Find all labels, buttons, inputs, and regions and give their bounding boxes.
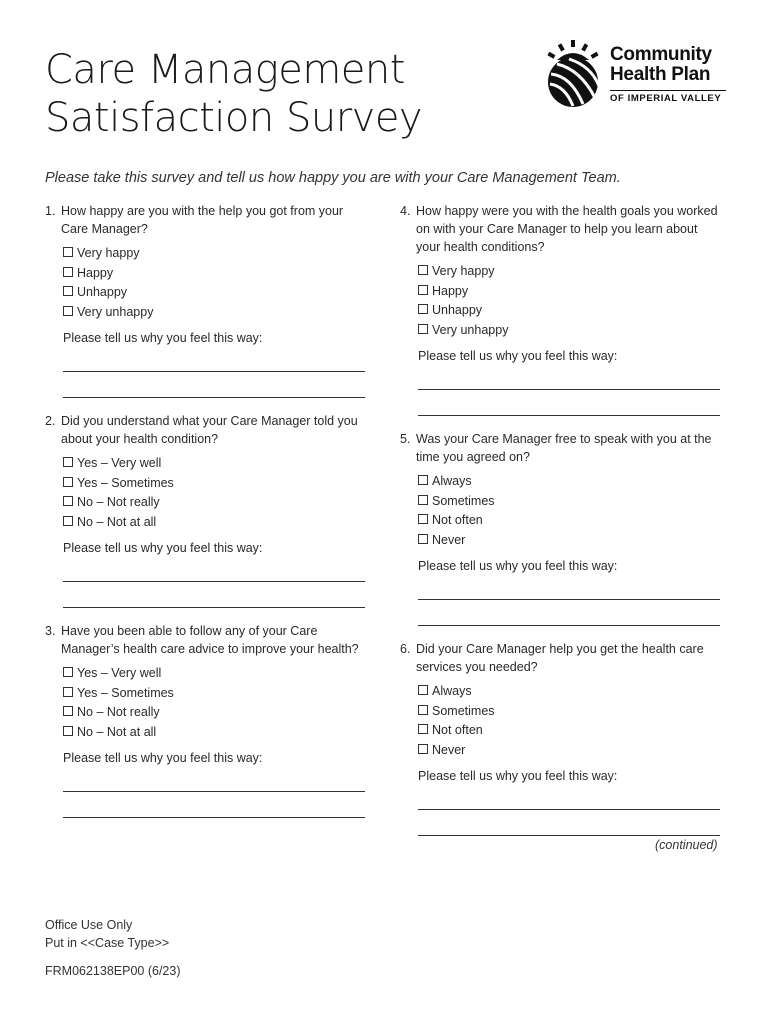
answer-line[interactable] [63,345,365,372]
option[interactable]: Happy [418,282,720,302]
office-use-label: Office Use Only [45,918,133,932]
checkbox[interactable] [418,475,428,485]
option[interactable]: Never [418,531,720,551]
options-list [63,664,365,742]
option[interactable]: Yes – Very well [63,454,365,474]
question-5 [400,430,720,626]
checkbox[interactable] [63,706,73,716]
form-code: FRM062138EP00 (6/23) [45,964,181,978]
checkbox[interactable] [418,534,428,544]
checkbox[interactable] [63,687,73,697]
page-title [45,46,422,142]
checkbox[interactable] [63,516,73,526]
question-1 [45,202,365,398]
question-3 [45,622,365,818]
answer-line[interactable] [418,600,720,626]
logo-line-2: Health Plan [610,64,711,85]
checkbox[interactable] [63,247,73,257]
question-text: Have you been able to follow any of your Care Manager’s health care advice to improve your health? [61,624,359,656]
option[interactable]: Unhappy [63,283,365,303]
question-text: Was your Care Manager free to speak with you at the time you agreed on? [416,432,712,464]
checkbox[interactable] [63,667,73,677]
question-4 [400,202,720,416]
answer-line[interactable] [63,765,365,792]
why-label: Please tell us why you feel this way: [418,559,618,573]
question-2 [45,412,365,608]
why-label: Please tell us why you feel this way: [418,769,618,783]
question-text: How happy were you with the health goals you worked on with your Care Manager to help you learn about your health conditions? [416,204,718,254]
checkbox[interactable] [418,685,428,695]
question-6 [400,640,720,836]
option[interactable]: Sometimes [418,492,720,512]
case-type-label: Put in <<Case Type>> [45,936,170,950]
option[interactable]: Not often [418,721,720,741]
checkbox[interactable] [418,265,428,275]
answer-line[interactable] [418,390,720,416]
logo-line-1: Community [610,44,712,65]
option[interactable]: Always [418,472,720,492]
why-label: Please tell us why you feel this way: [63,541,263,555]
answer-line[interactable] [63,555,365,582]
question-number: 5. [400,432,411,446]
option[interactable]: Yes – Sometimes [63,474,365,494]
question-number: 1. [45,204,56,218]
community-health-plan-logo [543,40,733,110]
option[interactable]: Unhappy [418,301,720,321]
checkbox[interactable] [418,285,428,295]
option[interactable]: No – Not really [63,493,365,513]
option[interactable]: Very unhappy [418,321,720,341]
options-list [418,472,720,550]
checkbox[interactable] [418,744,428,754]
answer-line[interactable] [418,783,720,810]
continued-note: (continued) [655,838,718,852]
sun-hills-logo-icon [543,40,605,108]
question-text: How happy are you with the help you got from your Care Manager? [61,204,344,236]
options-list [418,682,720,760]
option[interactable]: Yes – Very well [63,664,365,684]
question-number: 2. [45,414,56,428]
option[interactable]: Always [418,682,720,702]
checkbox[interactable] [418,705,428,715]
options-list [63,454,365,532]
intro-text: Please take this survey and tell us how happy you are with your Care Management Team. [45,170,621,186]
answer-line[interactable] [63,372,365,398]
option[interactable]: Sometimes [418,702,720,722]
checkbox[interactable] [63,477,73,487]
options-list [63,244,365,322]
option[interactable]: No – Not at all [63,513,365,533]
checkbox[interactable] [418,495,428,505]
option[interactable]: Very unhappy [63,303,365,323]
option[interactable]: No – Not at all [63,723,365,743]
answer-line[interactable] [418,573,720,600]
checkbox[interactable] [418,324,428,334]
options-list [418,262,720,340]
title-line-2: Satisfaction Survey [45,95,423,141]
option[interactable]: No – Not really [63,703,365,723]
checkbox[interactable] [63,726,73,736]
question-number: 3. [45,624,56,638]
why-label: Please tell us why you feel this way: [63,331,263,345]
logo-line-3: OF IMPERIAL VALLEY [610,90,726,104]
why-label: Please tell us why you feel this way: [418,349,618,363]
answer-line[interactable] [63,582,365,608]
checkbox[interactable] [63,496,73,506]
answer-line[interactable] [418,363,720,390]
question-text: Did you understand what your Care Manager told you about your health condition? [61,414,358,446]
question-number: 4. [400,204,411,218]
checkbox[interactable] [63,457,73,467]
option[interactable]: Never [418,741,720,761]
option[interactable]: Very happy [63,244,365,264]
option[interactable]: Happy [63,264,365,284]
checkbox[interactable] [418,514,428,524]
option[interactable]: Not often [418,511,720,531]
checkbox[interactable] [63,306,73,316]
answer-line[interactable] [418,810,720,836]
option[interactable]: Very happy [418,262,720,282]
answer-line[interactable] [63,792,365,818]
question-text: Did your Care Manager help you get the health care services you needed? [416,642,704,674]
checkbox[interactable] [418,724,428,734]
title-line-1: Care Management [45,47,405,93]
checkbox[interactable] [63,267,73,277]
option[interactable]: Yes – Sometimes [63,684,365,704]
question-number: 6. [400,642,411,656]
why-label: Please tell us why you feel this way: [63,751,263,765]
checkbox[interactable] [418,304,428,314]
checkbox[interactable] [63,286,73,296]
